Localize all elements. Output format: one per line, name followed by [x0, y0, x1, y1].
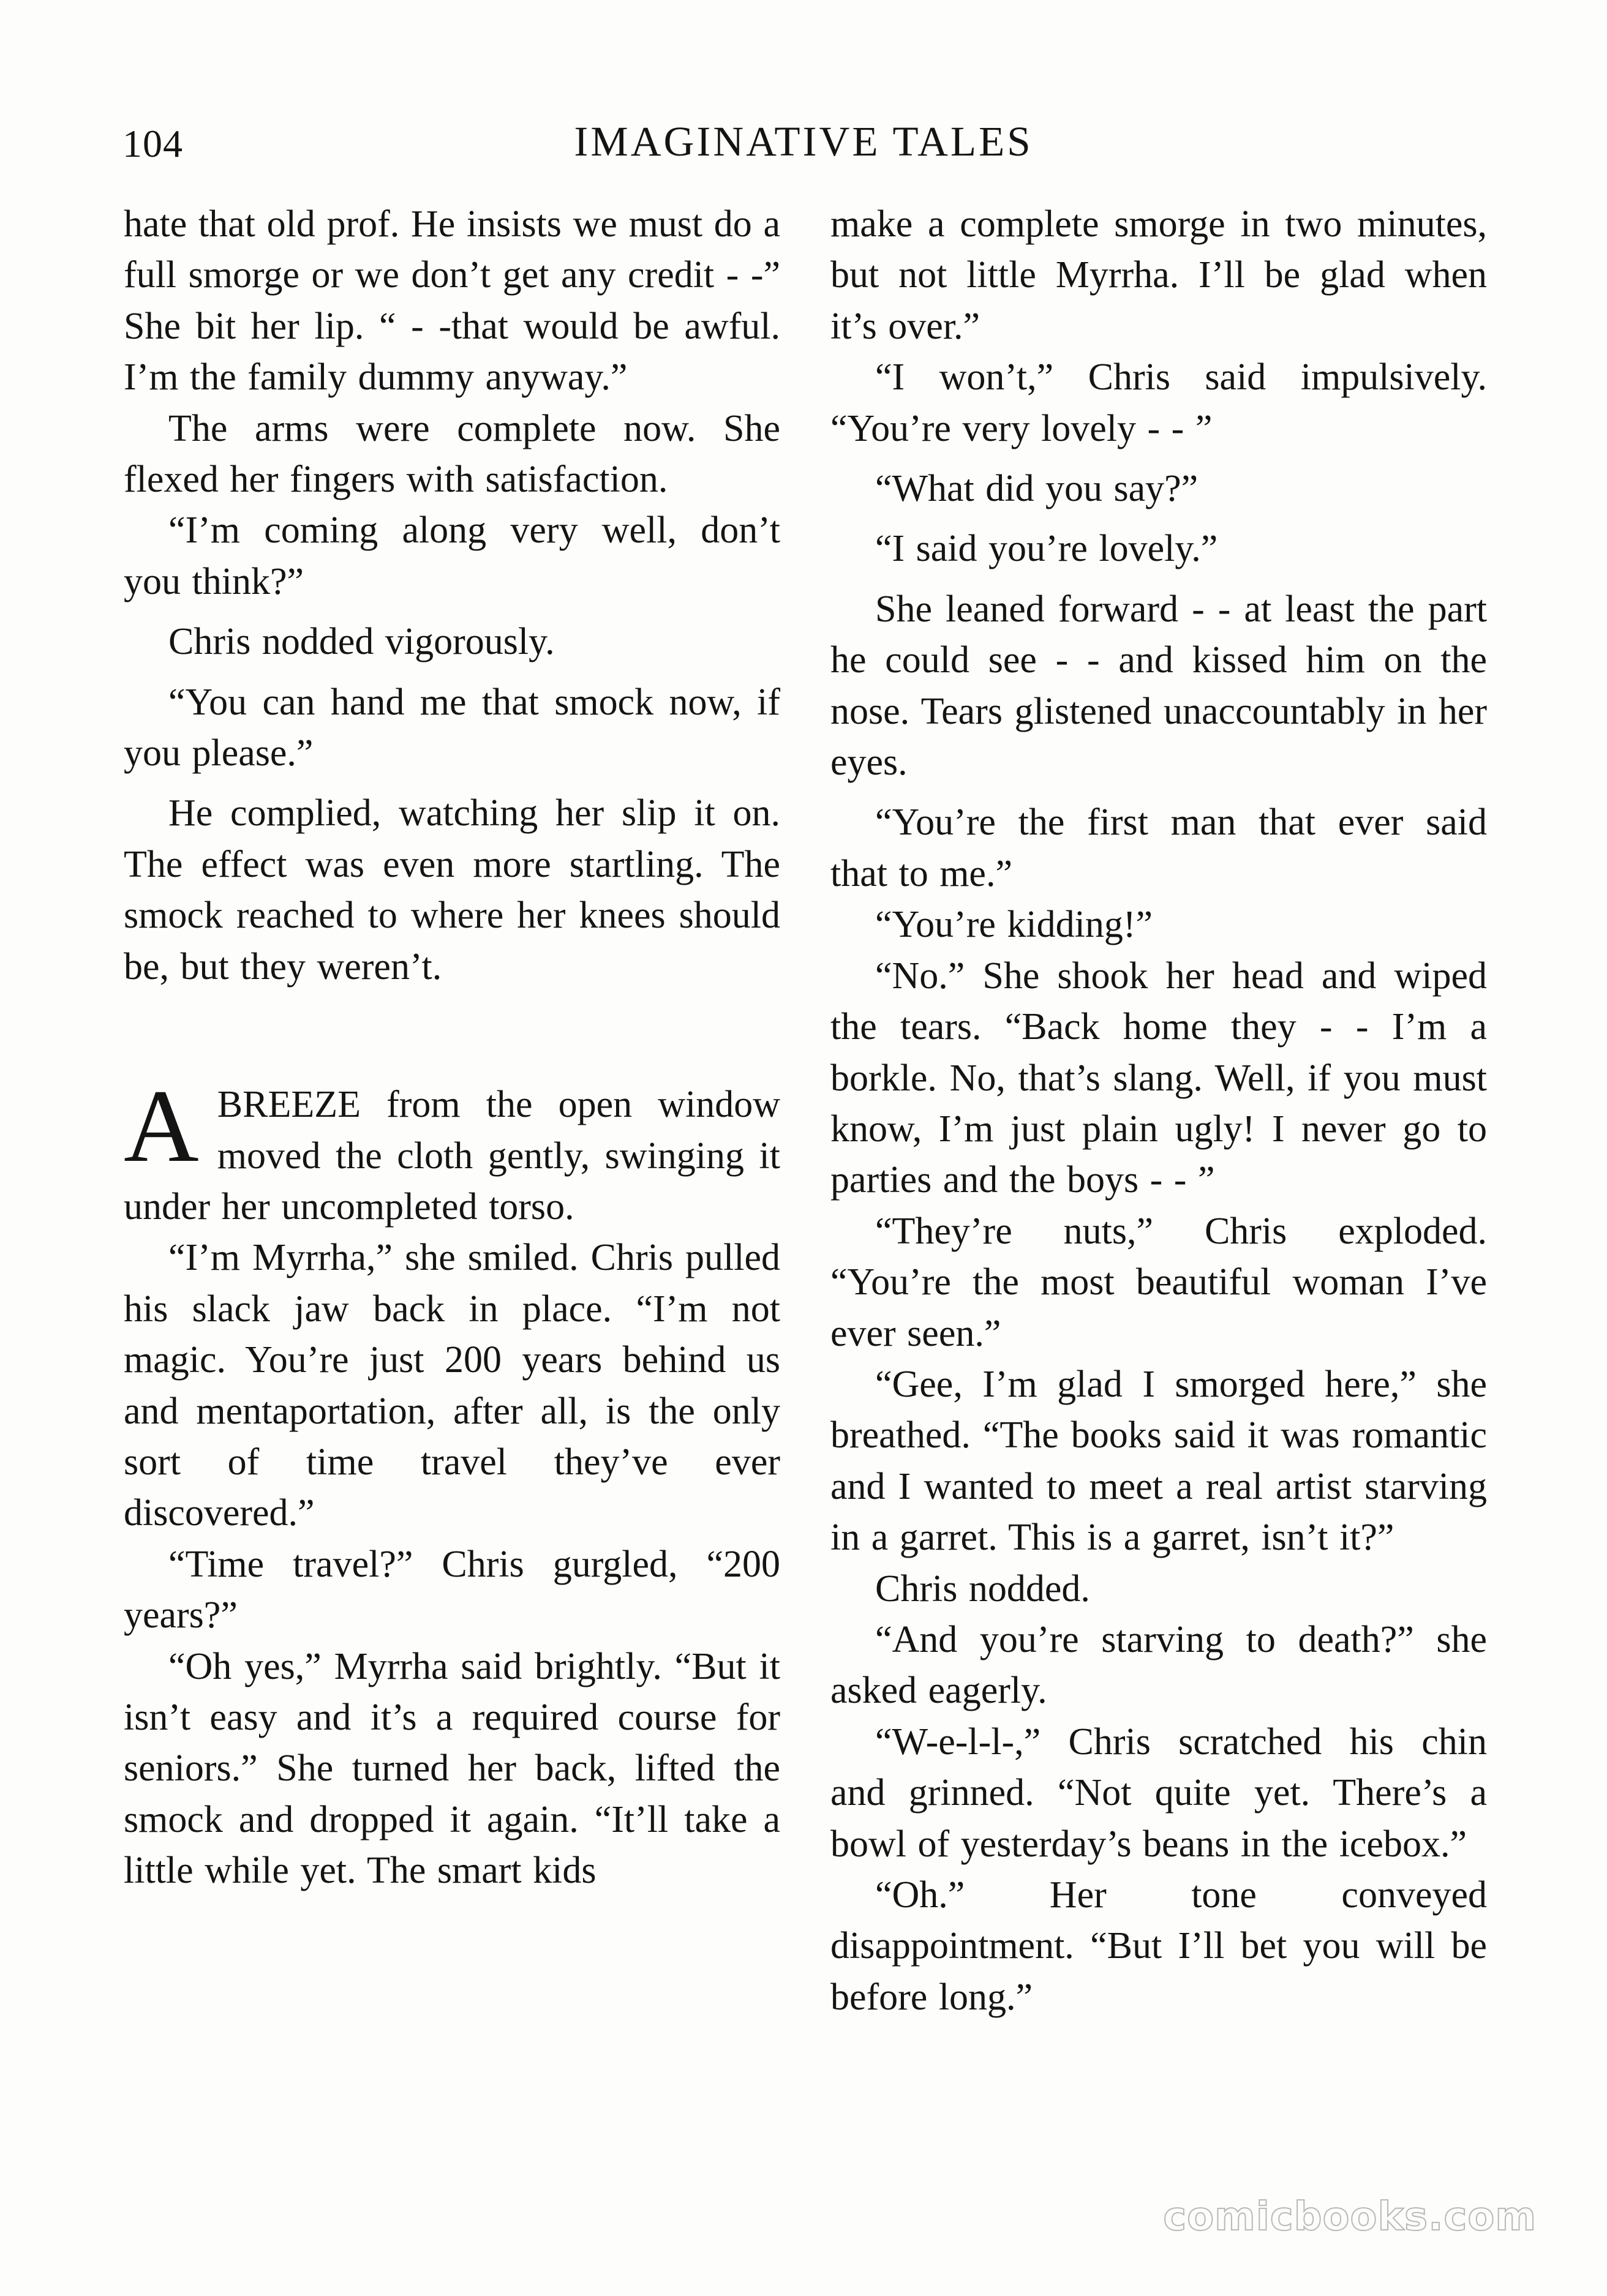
paragraph: “I’m Myrrha,” she smiled. Chris pulled his slack jaw back in place. “I’m not magic. You’re just 200 years behind us and mentaportation, after all, is the only sort of time travel they’ve ever discovered.”: [124, 1237, 780, 1534]
paragraph: “No.” She shook her head and wiped the tears. “Back home they - - I’m a borkle. No, that’s slang. Well, if you must know, I’m just plain ugly! I never go to parties and the boys - - ”: [830, 955, 1487, 1201]
paragraph: “Oh yes,” Myrrha said brightly. “But it isn’t easy and it’s a required course for seniors.” She turned her back, lifted the smock and dropped it again. “It’ll take a little while yet. The smart kids: [124, 1645, 780, 1892]
paragraph: “What did you say?”: [875, 468, 1199, 510]
paragraph: “W-e-l-l-,” Chris scratched his chin and grinned. “Not quite yet. There’s a bowl of yesterday’s beans in the icebox.”: [830, 1720, 1487, 1865]
paragraph: “They’re nuts,” Chris exploded. “You’re the most beautiful woman I’ve ever seen.”: [830, 1210, 1487, 1354]
paragraph: “I won’t,” Chris said impulsively. “You’re very lovely - - ”: [830, 356, 1487, 449]
paragraph: “Time travel?” Chris gurgled, “200 years?”: [124, 1543, 780, 1637]
paragraph: The arms were complete now. She flexed her fingers with satisfaction.: [124, 407, 780, 501]
paragraph: “I said you’re lovely.”: [875, 528, 1218, 570]
running-title: IMAGINATIVE TALES: [574, 118, 1033, 165]
paragraph: “You’re kidding!”: [875, 904, 1153, 946]
paragraph: She leaned forward - - at least the part he could see - - and kissed him on the nose. Tears glistened unaccountably in her eyes.: [830, 588, 1487, 784]
paragraph: “You can hand me that smock now, if you please.”: [124, 681, 780, 775]
drop-cap: A: [124, 1068, 199, 1184]
section-opening-paragraph: [124, 1068, 780, 1232]
paragraph: He complied, watching her slip it on. The effect was even more startling. The smock reached to where her knees should be, but they weren’t.: [124, 792, 780, 988]
text-column-right: [830, 199, 1487, 2023]
paragraph: hate that old prof. He insists we must do a full smorge or we don’t get any credit - -” She bit her lip. “ - -that would be awful. I’m the family dummy anyway.”: [124, 203, 780, 399]
page-number: 104: [122, 122, 183, 165]
paragraph: “You’re the first man that ever said that to me.”: [830, 801, 1487, 895]
paragraph: “And you’re starving to death?” she asked eagerly.: [830, 1618, 1487, 1712]
paragraph: Chris nodded.: [875, 1567, 1090, 1610]
site-watermark: comicbooks.com: [1163, 2194, 1537, 2240]
paragraph: make a complete smorge in two minutes, but not little Myrrha. I’ll be glad when it’s over.”: [830, 203, 1487, 347]
paragraph: Chris nodded vigorously.: [168, 621, 555, 663]
paragraph: “I’m coming along very well, don’t you think?”: [124, 509, 780, 602]
paragraph: “Gee, I’m glad I smorged here,” she breathed. “The books said it was romantic and I wanted to meet a real artist starving in a garret. This is a garret, isn’t it?”: [830, 1363, 1487, 1559]
paragraph: “Oh.” Her tone conveyed disappointment. “But I’ll bet you will be before long.”: [830, 1874, 1487, 2018]
text-column-left: [124, 199, 780, 1897]
section-opening-text: BREEZE from the open window moved the cloth gently, swinging it under her uncompleted torso.: [124, 1084, 780, 1228]
